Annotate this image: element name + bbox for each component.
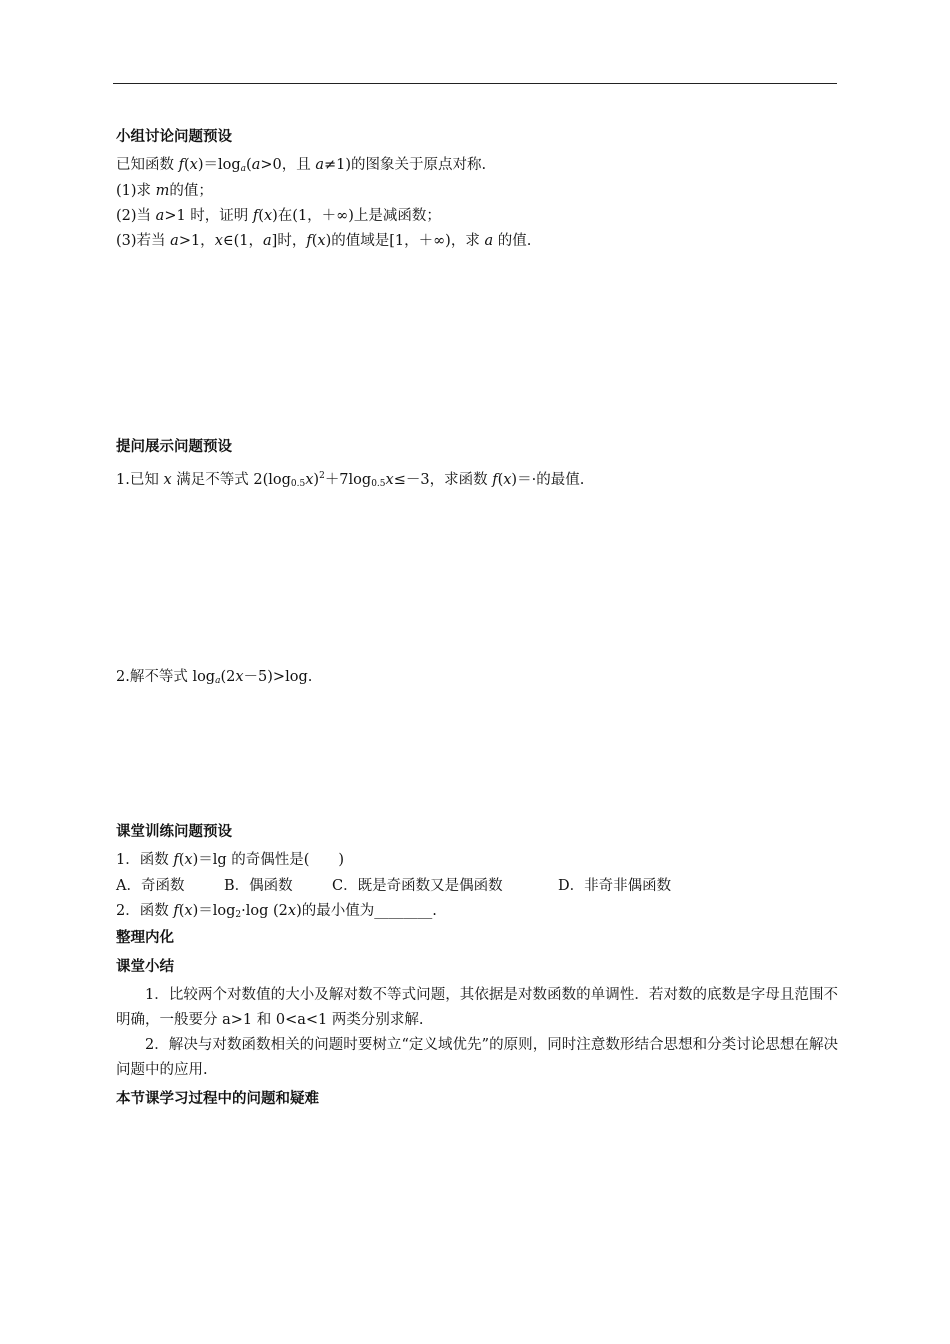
answer-options <box>116 876 671 896</box>
sub-question-1: (1)求 m的值； <box>116 183 213 199</box>
section-heading-summary: 整理内化 <box>116 930 174 946</box>
summary-paragraph-1: 1．比较两个对数值的大小及解对数不等式问题，其依据是对数函数的单调性．若对数的底数是字母且范围不明确，一般要分 a>1 和 0<a<1 两类分别求解. <box>116 987 838 1028</box>
practice-question-2: 2．函数 $f(x)=\log_2\cdot\log$ (2x)的最小值为________. <box>116 903 437 920</box>
problem-stem: 已知函数 $f(x)=\log_a(a>0$，且 a≠1)的图象关于原点对称. <box>116 157 487 174</box>
summary-paragraph-2: 2．解决与对数函数相关的问题时要树立“定义域优先”的原则，同时注意数形结合思想和分类讨论思想在解决问题中的应用. <box>116 1037 838 1078</box>
section-heading-questioning: 提问展示问题预设 <box>116 439 232 455</box>
subheading-class-summary: 课堂小结 <box>116 959 174 975</box>
header-rule <box>113 83 837 84</box>
option-c: C．既是奇函数又是偶函数 <box>332 878 503 894</box>
section-heading-questions-difficulties: 本节课学习过程中的问题和疑难 <box>116 1091 319 1107</box>
section-heading-group-discussion: 小组讨论问题预设 <box>116 129 232 145</box>
option-b: B．偶函数 <box>224 878 293 894</box>
section-heading-classroom-practice: 课堂训练问题预设 <box>116 824 232 840</box>
sub-question-2: (2)当 a>1 时，证明 f(x)在(1，＋∞)上是减函数； <box>116 208 441 224</box>
question-1: 1.已知 x 满足不等式 $2(\log_{0.5}x)^2+7\log_{0.5}x\le-3$，求函数 f(x)＝·的最值. <box>116 471 585 489</box>
practice-question-1: 1．函数 f(x)＝lg 的奇偶性是( ) <box>116 852 345 868</box>
option-d: D．非奇非偶函数 <box>558 878 672 894</box>
question-2: 2.解不等式 $\log_a(2x-5)>\log$. <box>116 669 313 686</box>
option-a: A．奇函数 <box>116 878 185 894</box>
sub-question-3: (3)若当 a>1，x∈(1，a]时，f(x)的值域是[1，＋∞)，求 a 的值. <box>116 233 532 249</box>
